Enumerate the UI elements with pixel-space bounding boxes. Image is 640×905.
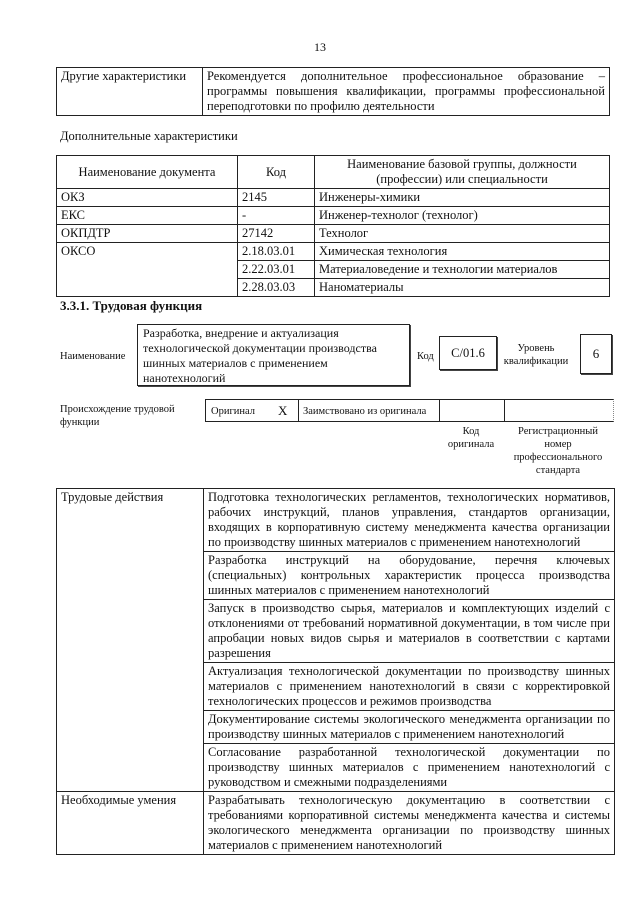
origin-code-caption: Код оригинала xyxy=(447,426,495,450)
other-characteristics-table xyxy=(56,67,610,116)
row-name: Химическая технология xyxy=(315,243,610,261)
row-name: Материаловедение и технологии материалов xyxy=(315,261,610,279)
classifier-header-row xyxy=(57,156,610,189)
skills-label: Необходимые умения xyxy=(57,792,204,855)
activity-item: Актуализация технологической документации по производству шинных материалов с применением нанотехнологий в связи с корректировкой технологических процессов и режимов производства xyxy=(204,663,615,711)
activity-item: Запуск в производство сырья, материалов и комплектующих изделий с отклонениями от требований нормативной документации, в том числе при апробации новых видов сырья и материалов в соответствии с картами разрешения xyxy=(204,600,615,663)
row-name: Инженеры-химики xyxy=(315,189,610,207)
level-box xyxy=(580,334,612,374)
other-characteristics-value: Рекомендуется дополнительное профессиональное образование – программы повышения квалификации, программы профессиональной переподготовки по профилю деятельности xyxy=(203,68,610,116)
function-code-value: С/01.6 xyxy=(451,346,485,360)
origin-mark: Х xyxy=(278,403,288,418)
function-code-box xyxy=(439,336,497,370)
table-row xyxy=(57,243,610,261)
table-row xyxy=(57,225,610,243)
name-label: Наименование xyxy=(60,351,126,362)
activity-item: Согласование разработанной технологической документации по производству шинных материалов с применением нанотехнологий с руководством и смежными подразделениями xyxy=(204,744,615,792)
row-code: 2.22.03.01 xyxy=(238,261,315,279)
table-row xyxy=(57,207,610,225)
activities-table xyxy=(56,488,615,855)
row-code: 2.18.03.01 xyxy=(238,243,315,261)
function-name-box xyxy=(137,324,410,386)
classifier-table xyxy=(56,155,610,297)
level-value: 6 xyxy=(592,346,600,361)
row-name: Технолог xyxy=(315,225,610,243)
origin-label: Происхождение трудовой функции xyxy=(60,404,175,428)
row-doc: ОКЗ xyxy=(57,189,238,207)
section-title: 3.3.1. Трудовая функция xyxy=(60,298,203,313)
activity-item: Документирование системы экологического менеджмента организации по производству шинных материалов с применением нанотехнологий xyxy=(204,711,615,744)
activity-item: Подготовка технологических регламентов, технологических нормативов, рабочих инструкций, планов управления, стандартов организации, входящих в корпоративную систему менеджмента качества организации по производству шинных материалов с применением нанотехнологий xyxy=(204,489,615,552)
header-document: Наименование документа xyxy=(57,156,238,189)
row-code: 27142 xyxy=(238,225,315,243)
origin-borrowed: Заимствовано из оригинала xyxy=(303,406,427,417)
origin-original: Оригинал xyxy=(211,406,255,417)
row-code: 2.28.03.03 xyxy=(238,279,315,297)
skill-item: Разрабатывать технологическую документацию в соответствии с требованиями корпоративной системы менеджмента качества и системы экологического менеджмента организации по производству шинных материалов с применением нанотехнологий xyxy=(204,792,615,855)
table-row xyxy=(57,189,610,207)
row-doc: ОКСО xyxy=(57,243,238,297)
additional-characteristics-heading: Дополнительные характеристики xyxy=(60,129,238,143)
activity-item: Разработка инструкций на оборудование, перечня ключевых (специальных) контрольных характеристик процесса производства шинных материалов с применением нанотехнологий xyxy=(204,552,615,600)
origin-row xyxy=(205,399,614,422)
header-group-name: Наименование базовой группы, должности (профессии) или специальности xyxy=(315,156,610,189)
other-characteristics-label: Другие характеристики xyxy=(57,68,203,116)
origin-reg-caption: Регистрационный номер профессионального стандарта xyxy=(513,426,603,476)
header-code: Код xyxy=(238,156,315,189)
activities-label: Трудовые действия xyxy=(57,489,204,792)
row-doc: ЕКС xyxy=(57,207,238,225)
row-name: Наноматериалы xyxy=(315,279,610,297)
row-code: - xyxy=(238,207,315,225)
function-name-value: Разработка, внедрение и актуализация технологической документации производства шинных материалов с применением нанотехнологий xyxy=(143,326,377,385)
row-code: 2145 xyxy=(238,189,315,207)
row-name: Инженер-технолог (технолог) xyxy=(315,207,610,225)
row-doc: ОКПДТР xyxy=(57,225,238,243)
code-label: Код xyxy=(417,351,434,362)
page-number: 13 xyxy=(314,40,326,54)
level-label: Уровень квалификации xyxy=(503,343,569,367)
